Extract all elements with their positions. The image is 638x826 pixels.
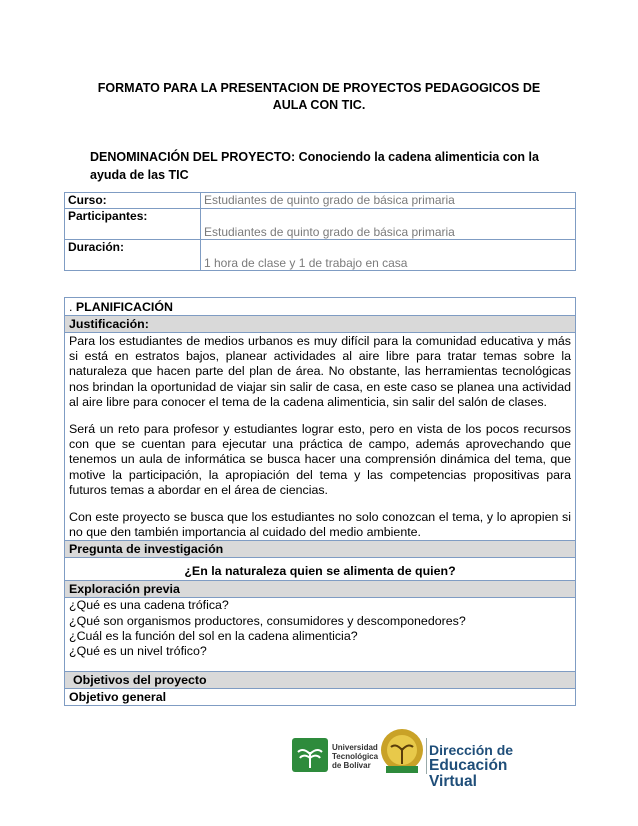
objetivos-header bbox=[65, 672, 576, 689]
justificacion-label: Justificación: bbox=[65, 316, 576, 333]
dev-line2: Educación Virtual bbox=[429, 757, 508, 790]
info-row-duracion bbox=[65, 240, 576, 271]
exploracion-item: ¿Cuál es la función del sol en la cadena alimenticia? bbox=[69, 628, 358, 643]
info-label: Participantes: bbox=[65, 209, 201, 240]
justificacion-paragraph: Será un reto para profesor y estudiantes lograr esto, pero en vista de los pocos recursos con que se cuentan para ejecutar una práctica de campo, además aprovechando que tenemos un aula de informática se busca hacer una comprensión dinámica del tema, que motive la participación, la apropiación del tema y las competencias propositivas para futuros temas a abordar en el área de ciencias. bbox=[69, 422, 571, 497]
utb-name-line2: Tecnológica bbox=[332, 752, 379, 761]
section-marker: . bbox=[69, 299, 76, 314]
utb-name-line1: Universidad bbox=[332, 743, 378, 752]
logo-divider bbox=[426, 738, 427, 774]
objetivo-general-label: Objetivo general bbox=[65, 689, 576, 706]
planning-section-row bbox=[65, 298, 576, 316]
justificacion-paragraph: Para los estudiantes de medios urbanos es muy difícil para la comunidad educativa y más si está en estratos bajos, planear actividades al aire libre para tratar temas sobre la naturaleza que hacen parte del plan de área. No obstante, las herramientas tecnológicas nos brindan la oportunidad de viajar sin salir de casa, en este caso se planea una actividad al aire libre para conocer el tema de la cadena alimenticia, sin salir del salón de clases. bbox=[69, 334, 571, 409]
pregunta-label: Pregunta de investigación bbox=[65, 541, 576, 558]
document-title bbox=[80, 80, 558, 114]
exploracion-item: ¿Qué son organismos productores, consumidores y descomponedores? bbox=[69, 613, 466, 628]
document-title-line1: FORMATO PARA LA PRESENTACION DE PROYECTOS PEDAGOGICOS DE bbox=[97, 81, 541, 95]
utb-logo-icon bbox=[292, 738, 328, 772]
info-row-curso bbox=[65, 193, 576, 209]
utb-name bbox=[332, 743, 378, 770]
utb-name-line3: de Bolívar bbox=[332, 761, 371, 770]
pregunta-header bbox=[65, 541, 576, 558]
info-value: Estudiantes de quinto grado de básica primaria bbox=[201, 193, 576, 209]
justificacion-paragraph: Con este proyecto se busca que los estudiantes no solo conozcan el tema, y lo apropien si no que den también importancia al cuidado del medio ambiente. bbox=[69, 510, 571, 540]
info-label: Curso: bbox=[65, 193, 201, 209]
dev-line1: Dirección de bbox=[429, 742, 514, 758]
project-denomination-line2: ayuda de las TIC bbox=[90, 168, 189, 182]
exploracion-item: ¿Qué es una cadena trófica? bbox=[69, 598, 229, 613]
exploracion-body bbox=[65, 598, 576, 672]
section-title: PLANIFICACIÓN bbox=[75, 299, 173, 314]
anniversary-seal-icon bbox=[380, 726, 424, 778]
exploracion-item: ¿Qué es un nivel trófico? bbox=[69, 644, 207, 659]
planning-table bbox=[64, 297, 576, 706]
project-denomination bbox=[90, 148, 560, 184]
objetivos-label: Objetivos del proyecto bbox=[65, 672, 576, 689]
objetivo-general-row bbox=[65, 689, 576, 706]
justificacion-header bbox=[65, 316, 576, 333]
project-info-table bbox=[64, 192, 576, 271]
info-value: 1 hora de clase y 1 de trabajo en casa bbox=[201, 240, 576, 271]
info-label: Duración: bbox=[65, 240, 201, 271]
info-row-participantes bbox=[65, 209, 576, 240]
direccion-educacion-virtual bbox=[429, 742, 552, 790]
project-denomination-line1: DENOMINACIÓN DEL PROYECTO: Conociendo la cadena alimenticia con la bbox=[90, 150, 539, 164]
document-title-line2: AULA CON TIC. bbox=[272, 98, 366, 112]
exploracion-header bbox=[65, 581, 576, 598]
info-value: Estudiantes de quinto grado de básica primaria bbox=[201, 209, 576, 240]
pregunta-text: ¿En la naturaleza quien se alimenta de quien? bbox=[65, 558, 576, 581]
justificacion-body bbox=[65, 333, 576, 541]
footer-logos bbox=[292, 726, 552, 790]
exploracion-label: Exploración previa bbox=[65, 581, 576, 598]
pregunta-row bbox=[65, 558, 576, 581]
